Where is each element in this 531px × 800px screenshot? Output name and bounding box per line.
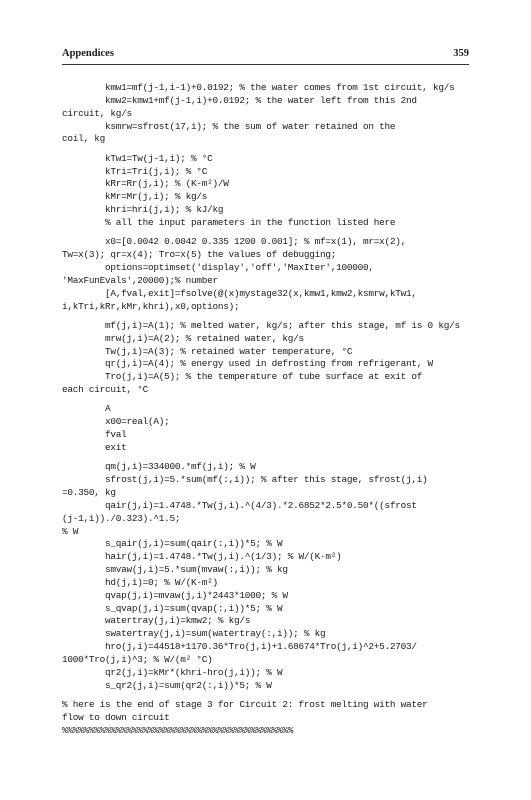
code-line: x00=real(A); [62, 416, 170, 428]
code-line: sfrost(j,i)=5.*sum(mf(:,i)); % after this stage, sfrost(j,i) [62, 474, 428, 486]
code-line: qvap(j,i)=mvaw(j,i)*2443*1000; % W [62, 589, 288, 601]
code-line: options=optimset('display','off','MaxIter',100000, [62, 261, 374, 273]
code-line: watertray(j,i)=kmw2; % kg/s [62, 615, 251, 627]
code-line: coil, kg [62, 133, 106, 145]
code-line: circuit, kg/s [62, 107, 132, 119]
code-line: flow to down circuit [62, 711, 170, 723]
code-line: mf(j,i)=A(1); % melted water, kg/s; after this stage, mf is 0 kg/s [62, 319, 460, 331]
code-line: qr(j,i)=A(4); % energy used in defrosting from refrigerant, W [62, 358, 433, 370]
header-rule [62, 64, 469, 65]
code-line: mrw(j,i)=A(2); % retained water, kg/s [62, 332, 304, 344]
code-line: 'MaxFunEvals',20000);% number [62, 274, 218, 286]
code-line: ksmrw=sfrost(17,i); % the sum of water retained on the [62, 120, 396, 132]
section-title: Appendices [62, 48, 114, 59]
code-line: hro(j,i)=44518+1170.36*Tro(j,i)+1.68674*Tro(j,i)^2+5.2703/ [62, 641, 417, 653]
code-line: kMr=Mr(j,i); % kg/s [62, 191, 208, 203]
code-line: kTw1=Tw(j-1,i); % °C [62, 152, 213, 164]
code-line: each circuit, °C [62, 384, 149, 396]
code-line: kmw2=kmw1+mf(j-1,i)+0.0192; % the water left from this 2nd [62, 94, 417, 106]
code-line: s_qr2(j,i)=sum(qr2(:,i))*5; % W [62, 679, 272, 691]
code-line: kmw1=mf(j-1,i-1)+0.0192; % the water comes from 1st circuit, kg/s [62, 82, 455, 93]
code-line: hair(j,i)=1.4748.*Tw(j,i).^(1/3); % W/(K·m²) [62, 551, 342, 563]
code-line: swatertray(j,i)=sum(watertray(:,i)); % kg [62, 628, 326, 640]
code-line: s_qvap(j,i)=sum(qvap(:,i))*5; % W [62, 602, 283, 614]
code-line: x0=[0.0042 0.0042 0.335 1200 0.001]; % mf=x(1), mr=x(2), [62, 236, 407, 248]
code-line: i,kTri,kRr,kMr,khri),x0,options); [62, 300, 240, 312]
code-line: hd(j,i)=0; % W/(K-m²) [62, 576, 218, 588]
code-line: 1000*Tro(j,i)^3; % W/(m² °C) [62, 653, 213, 665]
code-listing [62, 82, 470, 738]
code-line: kTri=Tri(j,i); % °C [62, 165, 208, 177]
code-line: fval [62, 429, 127, 441]
code-line: s_qair(j,i)=sum(qair(:,i))*5; % W [62, 538, 283, 550]
code-line: [A,fval,exit]=fsolve(@(x)mystage32(x,kmw1,kmw2,ksmrw,kTw1, [62, 287, 417, 299]
code-line: qm(j,i)=334000.*mf(j,i); % W [62, 461, 256, 473]
code-line: qr2(j,i)=kMr*(khri-hro(j,i)); % W [62, 666, 283, 678]
code-line: % all the input parameters in the function listed here [62, 216, 396, 228]
code-line: smvaw(j,i)=5.*sum(mvaw(:,i)); % kg [62, 564, 288, 576]
code-line: qair(j,i)=1.4748.*Tw(j,i).^(4/3).*2.6852*2.5*0.50*((sfrost [62, 499, 417, 511]
code-line: khri=hri(j,i); % kJ/kg [62, 204, 224, 216]
code-line: exit [62, 441, 127, 453]
code-line: %%%%%%%%%%%%%%%%%%%%%%%%%%%%%%%%%%%%%%%%%%% [62, 724, 294, 736]
code-line: Tro(j,i)=A(5); % the temperature of tube surface at exit of [62, 371, 423, 383]
page-number: 359 [453, 48, 469, 59]
code-line: (j-1,i))./0.323).^1.5; [62, 512, 181, 524]
code-line: A [62, 403, 111, 415]
code-line: % here is the end of stage 3 for Circuit 2: frost melting with water [62, 698, 428, 710]
code-line: Tw(j,i)=A(3); % retained water temperature, °C [62, 345, 353, 357]
code-line: =0.350, kg [62, 486, 116, 498]
code-line: % W [62, 525, 79, 537]
code-line: kRr=Rr(j,i); % (K-m²)/W [62, 178, 229, 190]
code-line: Tw=x(3); qr=x(4); Tro=x(5) the values of debugging; [62, 249, 337, 261]
